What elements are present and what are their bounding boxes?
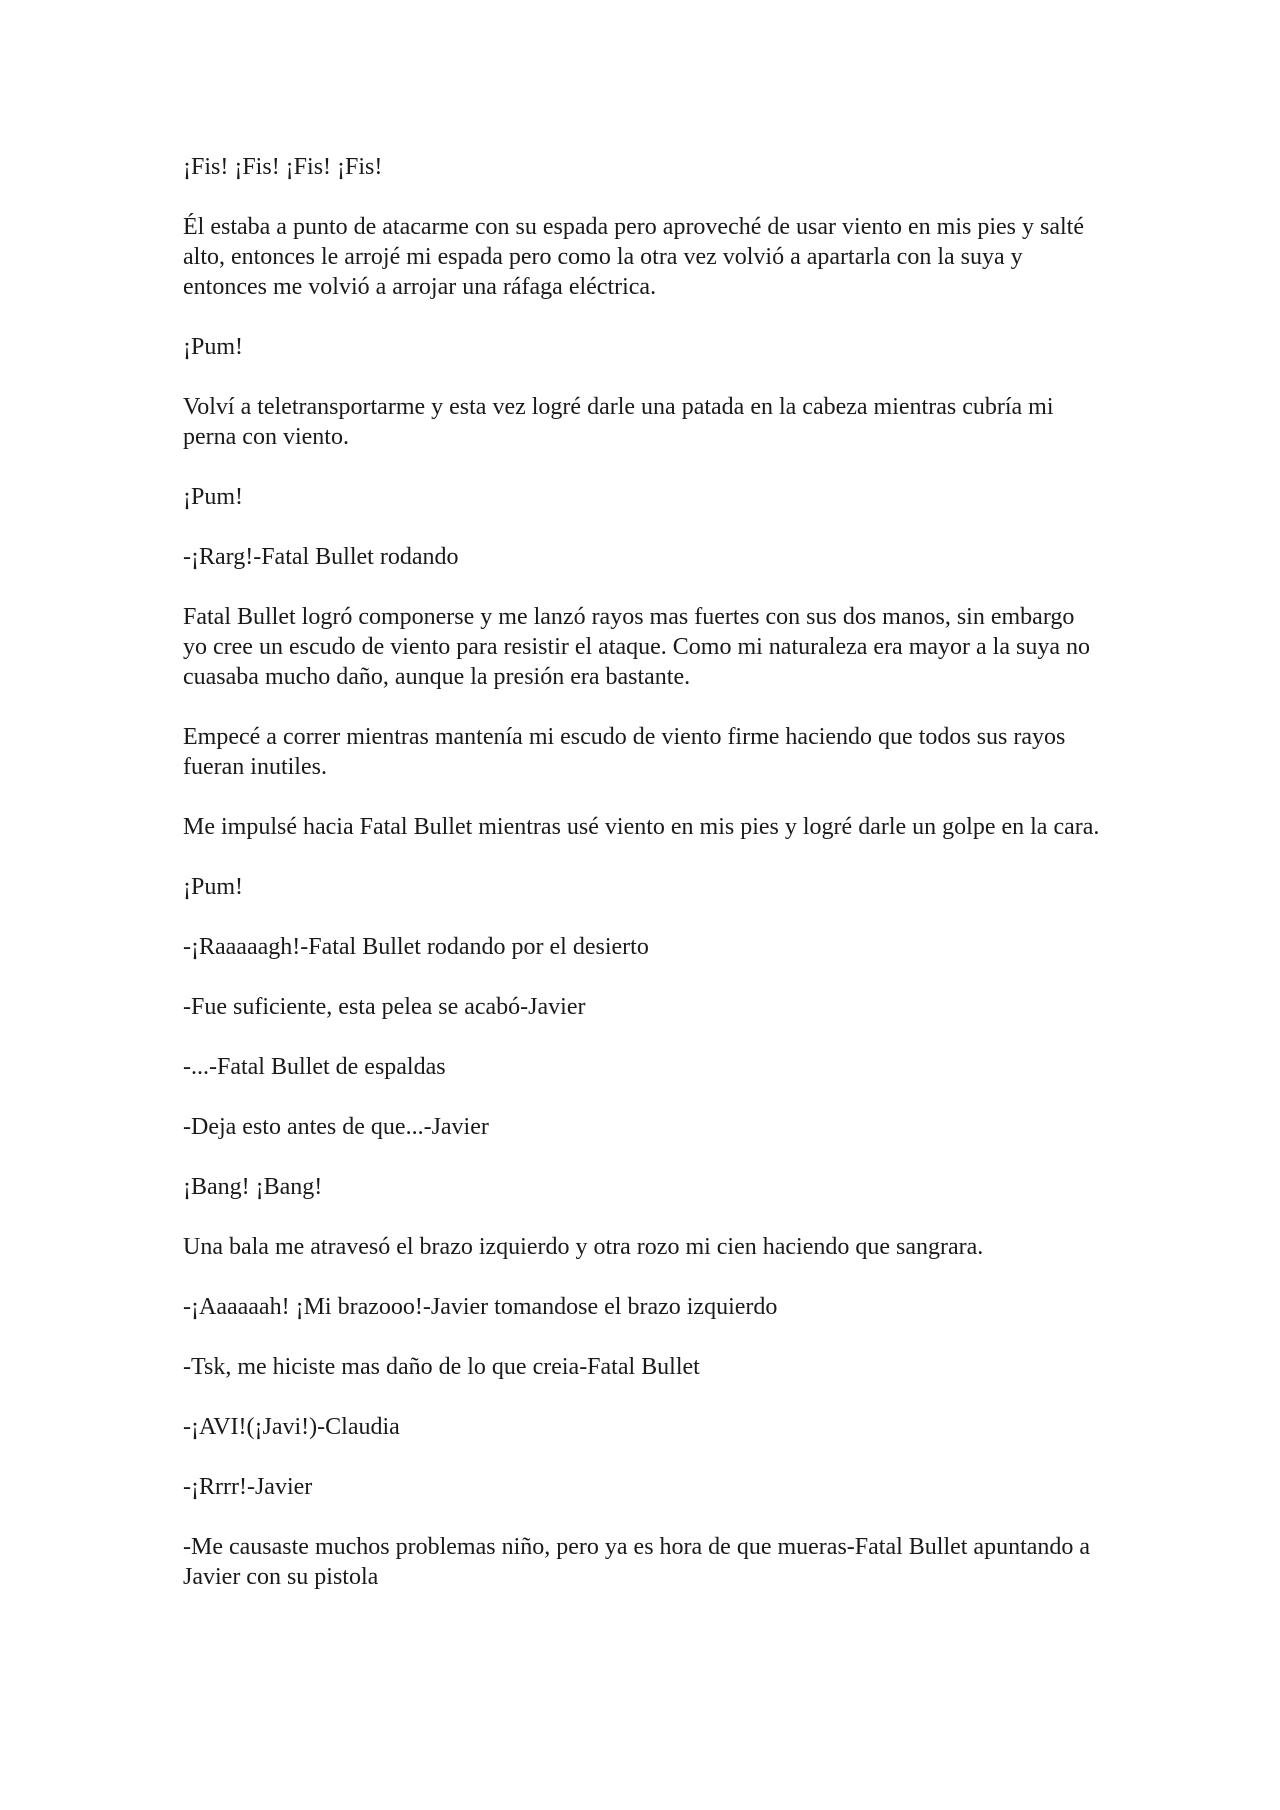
- paragraph: Él estaba a punto de atacarme con su espada pero aproveché de usar viento en mis pies y salté alto, entonces le arrojé mi espada pero como la otra vez volvió a apartarla con la suya y entonces me volvió a arrojar una ráfaga eléctrica.: [183, 214, 1084, 300]
- paragraph: Empecé a correr mientras mantenía mi escudo de viento firme haciendo que todos sus rayos fueran inutiles.: [183, 724, 1066, 780]
- paragraph: Volví a teletransportarme y esta vez logré darle una patada en la cabeza mientras cubría mi perna con viento.: [183, 394, 1054, 450]
- paragraph: ¡Fis! ¡Fis! ¡Fis! ¡Fis!: [183, 154, 383, 180]
- paragraph: -Fue suficiente, esta pelea se acabó-Javier: [183, 994, 586, 1020]
- paragraph: -Me causaste muchos problemas niño, pero ya es hora de que mueras-Fatal Bullet apuntando a Javier con su pistola: [183, 1534, 1091, 1590]
- paragraph: -Deja esto antes de que...-Javier: [183, 1114, 489, 1140]
- paragraph: -¡Rrrr!-Javier: [183, 1474, 313, 1500]
- document-body: [183, 152, 1103, 1622]
- paragraph: ¡Pum!: [183, 334, 243, 360]
- paragraph: -¡AVI!(¡Javi!)-Claudia: [183, 1414, 400, 1440]
- paragraph: -¡Raaaaagh!-Fatal Bullet rodando por el desierto: [183, 934, 649, 960]
- paragraph: ¡Bang! ¡Bang!: [183, 1174, 323, 1200]
- paragraph: Fatal Bullet logró componerse y me lanzó rayos mas fuertes con sus dos manos, sin embargo yo cree un escudo de viento para resistir el ataque. Como mi naturaleza era mayor a la suya no cuasaba mucho daño, aunque la presión era bastante.: [183, 604, 1090, 690]
- paragraph: ¡Pum!: [183, 484, 243, 510]
- paragraph: -...-Fatal Bullet de espaldas: [183, 1054, 446, 1080]
- paragraph: -Tsk, me hiciste mas daño de lo que creia-Fatal Bullet: [183, 1354, 700, 1380]
- paragraph: ¡Pum!: [183, 874, 243, 900]
- paragraph: -¡Rarg!-Fatal Bullet rodando: [183, 544, 459, 570]
- paragraph: Me impulsé hacia Fatal Bullet mientras usé viento en mis pies y logré darle un golpe en la cara.: [183, 814, 1100, 840]
- paragraph: -¡Aaaaaah! ¡Mi brazooo!-Javier tomandose el brazo izquierdo: [183, 1294, 778, 1320]
- paragraph: Una bala me atravesó el brazo izquierdo y otra rozo mi cien haciendo que sangrara.: [183, 1234, 984, 1260]
